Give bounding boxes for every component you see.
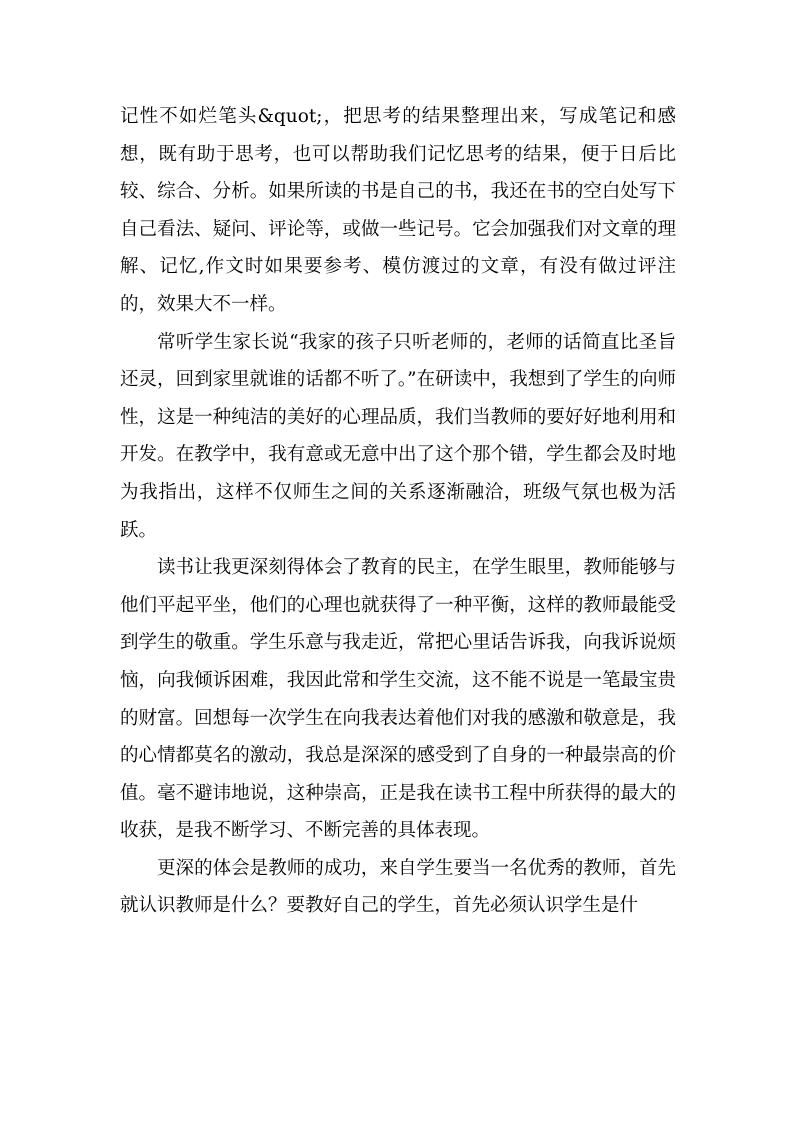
paragraph-2: 常听学生家长说“我家的孩子只听老师的，老师的话简直比圣旨还灵，回到家里就谁的话都不听了。”在研读中，我想到了学生的向师性，这是一种纯洁的美好的心理品质，我们当教师的要好好地利用和开发。在教学中，我有意或无意中出了这个那个错，学生都会及时地为我指出，这样不仅师生之间的关系逐渐融洽，班级气氛也极为活跃。	[120, 331, 676, 541]
paragraph-1: 记性不如烂笔头&quot;，把思考的结果整理出来，写成笔记和感想，既有助于思考，也可以帮助我们记忆思考的结果，便于日后比较、综合、分析。如果所读的书是自己的书，我还在书的空白处写下自己看法、疑问、评论等，或做一些记号。它会加强我们对文章的理解、记忆,作文时如果要参考、模仿渡过的文章，有没有做过评注的，效果大不一样。	[120, 106, 676, 315]
paragraph-3: 读书让我更深刻得体会了教育的民主，在学生眼里，教师能够与他们平起平坐，他们的心理也就获得了一种平衡，这样的教师最能受到学生的敬重。学生乐意与我走近，常把心里话告诉我，向我诉说烦恼，向我倾诉困难，我因此常和学生交流，这不能不说是一笔最宝贵的财富。回想每一次学生在向我表达着他们对我的感激和敬意是，我的心情都莫名的激动，我总是深深的感受到了自身的一种最崇高的价值。毫不避讳地说，这种崇高，正是我在读书工程中所获得的最大的收获，是我不断学习、不断完善的具体表现。	[120, 557, 676, 842]
paragraph-4: 更深的体会是教师的成功，来自学生要当一名优秀的教师，首先就认识教师是什么？要教好自己的学生，首先必须认识学生是什	[120, 857, 676, 917]
document-body	[120, 98, 676, 925]
